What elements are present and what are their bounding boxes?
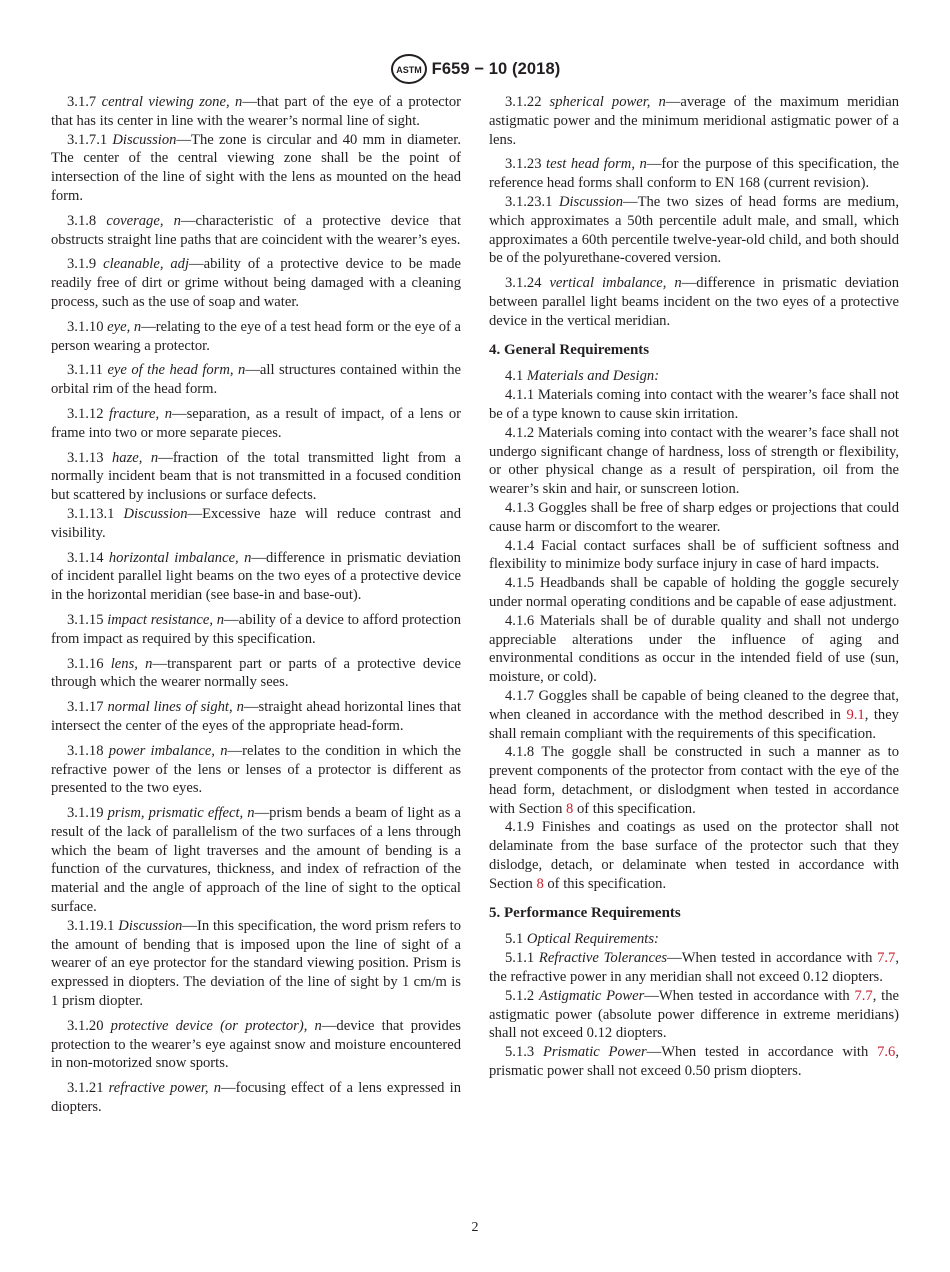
definition-3-1-23: 3.1.23 test head form, n—for the purpose of this specification, the reference head forms shall conform to EN 168 (current revision). <box>489 156 899 192</box>
left-column <box>51 93 461 1123</box>
definition-3-1-14: 3.1.14 horizontal imbalance, n—difference in prismatic deviation of incident parallel light beams on the two eyes of a protective device in the horizontal meridian (see base-in and base-out). <box>51 549 461 604</box>
item-5-1-1: 5.1.1 Refractive Tolerances—When tested in accordance with 7.7, the refractive power in any meridian shall not exceed 0.12 diopters. <box>489 950 899 986</box>
logo-text: ASTM <box>395 65 422 75</box>
section-4-heading: 4. General Requirements <box>489 341 650 358</box>
definition-3-1-10: 3.1.10 eye, n—relating to the eye of a test head form or the eye of a person wearing a protector. <box>51 318 461 354</box>
definition-3-1-17: 3.1.17 normal lines of sight, n—straight ahead horizontal lines that intersect the center of the eyes of the appropriate head-form. <box>51 699 461 734</box>
right-column <box>489 93 899 1081</box>
definition-3-1-23-1: 3.1.23.1 Discussion—The two sizes of head forms are medium, which approximates a 50th percentile adult male, and small, which approximates a 60th percentile twelve-year-old child, and both should be of the polyurethane-covered version. <box>489 193 900 267</box>
item-4-1-3: 4.1.3 Goggles shall be free of sharp edges or projections that could cause harm or discomfort to the wearer. <box>489 499 899 535</box>
definition-3-1-22: 3.1.22 spherical power, n—average of the maximum meridian astigmatic power and the minimum meridional astigmatic power of a lens. <box>489 94 899 148</box>
section-link-7-6[interactable]: 7.6 <box>877 1044 896 1061</box>
section-link-7-7[interactable]: 7.7 <box>877 950 896 967</box>
item-4-1-2: 4.1.2 Materials coming into contact with the wearer’s face shall not undergo significant change of hardness, loss of strength or flexibility, or other physical change as a result of perspiration, oil from the wearer’s skin and hair, or sunscreen lotion. <box>489 424 899 498</box>
definition-3-1-8: 3.1.8 coverage, n—characteristic of a protective device that obstructs straight line paths that are coincident with the wearer’s eyes. <box>51 212 461 248</box>
definition-3-1-7-1: 3.1.7.1 Discussion—The zone is circular and 40 mm in diameter. The center of the central viewing zone shall be the point of intersection of the line of sight with the lens as mounted on the head form. <box>51 131 461 204</box>
astm-logo-icon <box>390 54 428 84</box>
section-link-7-7[interactable]: 7.7 <box>854 987 873 1004</box>
definition-3-1-20: 3.1.20 protective device (or protector), n—device that provides protection to the wearer’s eye against snow and moisture encountered in non-motorized snow sports. <box>51 1017 461 1072</box>
document-id: F659 − 10 (2018) <box>431 59 561 78</box>
definition-3-1-21: 3.1.21 refractive power, n—focusing effect of a lens expressed in diopters. <box>51 1080 461 1116</box>
item-5-1-2: 5.1.2 Astigmatic Power—When tested in accordance with 7.7, the astigmatic power (absolute power difference in extreme meridians) shall not exceed 0.12 diopters. <box>489 987 899 1042</box>
definition-3-1-13: 3.1.13 haze, n—fraction of the total transmitted light from a normally incident beam that is not transmitted in a focused condition but scattered by inclusions or surface defects. <box>51 449 461 504</box>
definition-3-1-9: 3.1.9 cleanable, adj—ability of a protective device to be made readily free of dirt or grime without being damaged with a cleaning process, such as the use of soap and water. <box>51 256 461 310</box>
item-4-1-7: 4.1.7 Goggles shall be capable of being cleaned to the degree that, when cleaned in accordance with the method described in 9.1, they shall remain compliant with the requirements of this specification. <box>489 687 899 742</box>
item-4-1-4: 4.1.4 Facial contact surfaces shall be of sufficient softness and flexibility to minimize body surface injury in case of hard impacts. <box>489 537 899 573</box>
section-link-8[interactable]: 8 <box>566 800 574 817</box>
definition-3-1-15: 3.1.15 impact resistance, n—ability of a device to afford protection from impact as required by this specification. <box>51 611 461 647</box>
definition-3-1-19: 3.1.19 prism, prismatic effect, n—prism bends a beam of light as a result of the lack of parallelism of the two surfaces of a lens through which the beam of light traverses and the amount of bending is a function of the curvatures, thickness, and index of refraction of the material and the angle of approach of the line of sight to the optical surface. <box>51 805 461 916</box>
definition-3-1-19-1: 3.1.19.1 Discussion—In this specification, the word prism refers to the amount of bending that is imposed upon the line of sight of a wearer of an eye protector for the standard viewing position. Prism is expressed in diopters. The deviation of the line of sight by 1 cm/m is 1 prism diopter. <box>51 917 461 1010</box>
page-number: 2 <box>471 1220 479 1235</box>
item-4-1-8: 4.1.8 The goggle shall be constructed in such a manner as to prevent components of the protector from contact with the eye of the head form, detachment, or dislodgment when tested in accordance with Section 8 of this specification. <box>489 744 899 817</box>
item-4-1-9: 4.1.9 Finishes and coatings as used on the protector shall not delaminate from the base surface of the protector such that they dislodge, detach, or delaminate when tested in accordance with Section 8 of this specification. <box>489 819 899 892</box>
page-header <box>0 54 950 84</box>
section-5-heading: 5. Performance Requirements <box>489 904 681 921</box>
item-4-1-5: 4.1.5 Headbands shall be capable of holding the goggle securely under normal operating conditions and be capable of ease adjustment. <box>489 575 899 610</box>
section-link-8[interactable]: 8 <box>536 875 544 892</box>
definition-3-1-16: 3.1.16 lens, n—transparent part or parts of a protective device through which the wearer normally sees. <box>51 655 461 691</box>
definition-3-1-7: 3.1.7 central viewing zone, n—that part of the eye of a protector that has its center in line with the wearer’s normal line of sight. <box>51 94 461 129</box>
definition-3-1-18: 3.1.18 power imbalance, n—relates to the condition in which the refractive power of the lens or lenses of a protector is different as presented to the two eyes. <box>51 742 461 797</box>
section-link-9-1[interactable]: 9.1 <box>846 706 865 723</box>
item-5-1-3: 5.1.3 Prismatic Power—When tested in accordance with 7.6, prismatic power shall not exceed 0.50 prism diopters. <box>489 1044 899 1080</box>
subsection-4-1: 4.1 Materials and Design: <box>505 368 660 385</box>
subsection-5-1: 5.1 Optical Requirements: <box>505 931 659 948</box>
item-4-1-6: 4.1.6 Materials shall be of durable quality and shall not undergo appreciable alterations under the influence of aging and environmental conditions as occur in the intended field of use (sun, moisture, or cold). <box>489 612 899 686</box>
definition-3-1-11: 3.1.11 eye of the head form, n—all structures contained within the orbital rim of the head form. <box>51 362 461 398</box>
definition-3-1-13-1: 3.1.13.1 Discussion—Excessive haze will reduce contrast and visibility. <box>51 505 461 541</box>
definition-3-1-24: 3.1.24 vertical imbalance, n—difference in prismatic deviation between parallel light beams incident on the two eyes of a protective device in the vertical meridian. <box>489 275 899 329</box>
definition-3-1-12: 3.1.12 fracture, n—separation, as a result of impact, of a lens or frame into two or more separate pieces. <box>51 405 461 441</box>
item-4-1-1: 4.1.1 Materials coming into contact with the wearer’s face shall not be of a type known to cause skin irritation. <box>489 387 899 422</box>
